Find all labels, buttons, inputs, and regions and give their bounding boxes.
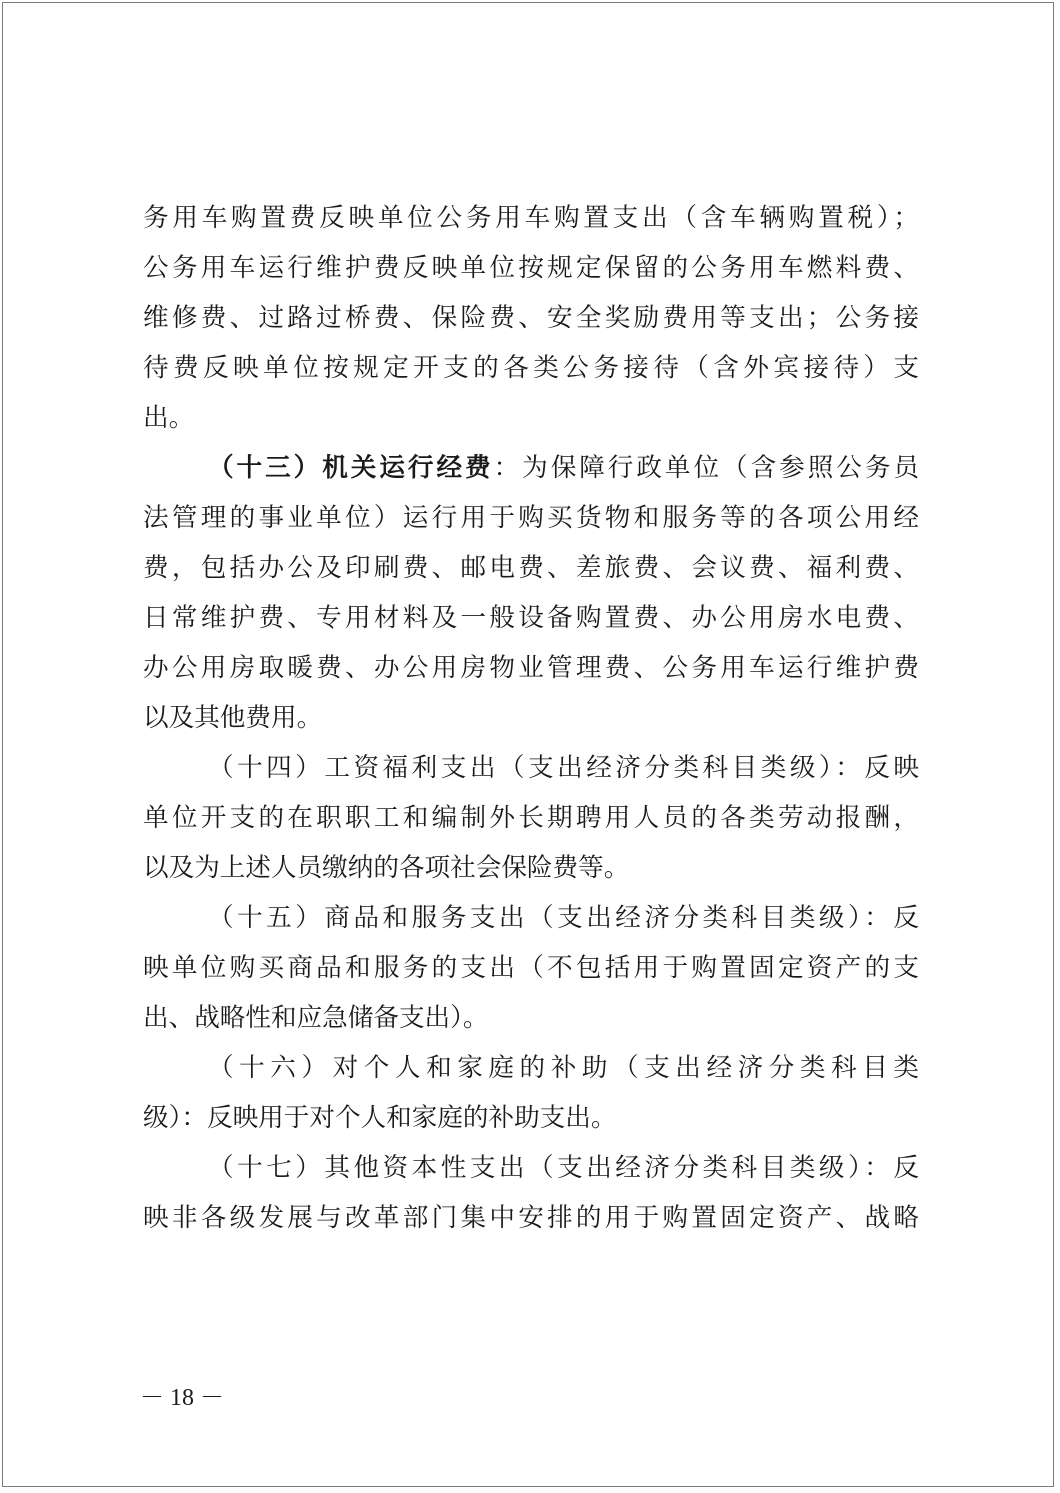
text-line: 以及为上述人员缴纳的各项社会保险费等。 [143, 853, 630, 883]
text-line: 费，包括办公及印刷费、邮电费、差旅费、会议费、福利费、 [143, 553, 919, 583]
text-line: 出、战略性和应急储备支出）。 [143, 1003, 489, 1033]
text-line: 单位开支的在职职工和编制外长期聘用人员的各类劳动报酬， [143, 803, 919, 833]
paragraph-first-line: （十七）其他资本性支出（支出经济分类科目类级）：反 [208, 1153, 919, 1183]
paragraph-text: ：为保障行政单位（含参照公务员 [493, 453, 919, 483]
paragraph-first-line: （十四）工资福利支出（支出经济分类科目类级）：反映 [208, 753, 919, 783]
section-heading: （十三）机关运行经费 [208, 453, 494, 483]
paragraph-first-line: （十五）商品和服务支出（支出经济分类科目类级）：反 [208, 903, 919, 933]
text-line: 维修费、过路过桥费、保险费、安全奖励费用等支出；公务接 [143, 303, 919, 333]
text-line: 公务用车运行维护费反映单位按规定保留的公务用车燃料费、 [143, 253, 919, 283]
text-line: 办公用房取暖费、办公用房物业管理费、公务用车运行维护费 [143, 653, 919, 683]
text-line: 映非各级发展与改革部门集中安排的用于购置固定资产、战略 [143, 1203, 919, 1233]
text-line: 出。 [143, 403, 195, 433]
text-line: 以及其他费用。 [143, 703, 323, 733]
text-line: 日常维护费、专用材料及一般设备购置费、办公用房水电费、 [143, 603, 919, 633]
text-line: 级）：反映用于对个人和家庭的补助支出。 [143, 1103, 617, 1133]
paragraph-first-line [208, 443, 919, 493]
paragraph-first-line: （十六）对个人和家庭的补助（支出经济分类科目类 [208, 1053, 919, 1083]
text-line: 法管理的事业单位）运行用于购买货物和服务等的各项公用经 [143, 503, 919, 533]
text-line: 务用车购置费反映单位公务用车购置支出（含车辆购置税）； [143, 203, 919, 233]
text-line: 待费反映单位按规定开支的各类公务接待（含外宾接待）支 [143, 353, 919, 383]
text-line: 映单位购买商品和服务的支出（不包括用于购置固定资产的支 [143, 953, 919, 983]
page-number: － 18 － [140, 1385, 224, 1411]
